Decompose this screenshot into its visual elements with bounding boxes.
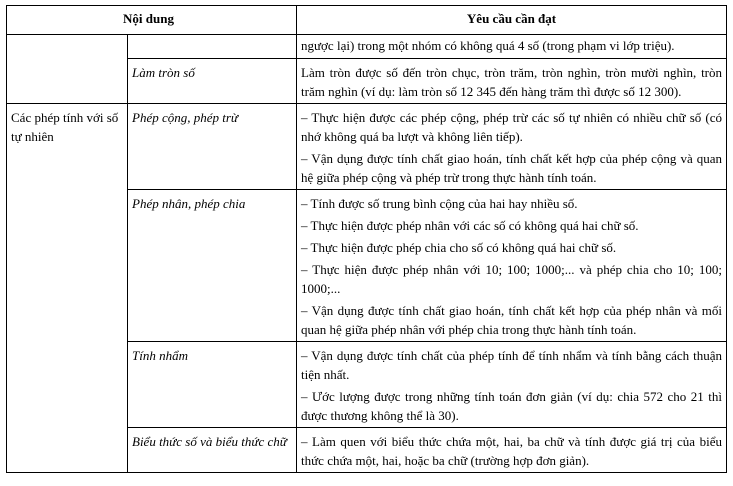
subtopic-expressions: Biểu thức số và biểu thức chữ [128, 428, 297, 473]
requirement-item: – Ước lượng được trong những tính toán đơn giản (ví dụ: chia 572 cho 21 thì được thương không thể là 30). [301, 389, 723, 423]
table-row [7, 104, 727, 190]
table-row [7, 35, 727, 59]
requirement-cell [297, 428, 727, 473]
requirement-item: – Thực hiện được các phép cộng, phép trừ các số tự nhiên có nhiều chữ số (có nhớ không quá ba lượt và không liên tiếp). [301, 110, 723, 144]
requirement-item: Làm tròn được số đến tròn chục, tròn trăm, tròn nghìn, tròn mười nghìn, tròn trăm nghìn (ví dụ: làm tròn số 12 345 đến hàng trăm thì được số 12 300). [301, 65, 723, 99]
requirement-item: – Vận dụng được tính chất giao hoán, tính chất kết hợp của phép nhân và mối quan hệ giữa phép nhân với phép chia trong thực hành tính toán. [301, 303, 723, 337]
category-cell-empty [7, 59, 128, 104]
requirement-item: – Vận dụng được tính chất của phép tính để tính nhẩm và tính bằng cách thuận tiện nhất. [301, 348, 723, 382]
curriculum-table [6, 5, 727, 473]
header-content: Nội dung [7, 6, 297, 35]
header-requirements: Yêu cầu cần đạt [297, 6, 727, 35]
category-cell-empty [7, 35, 128, 59]
requirement-item: – Làm quen với biểu thức chứa một, hai, ba chữ và tính được giá trị của biểu thức chứa một, hai, hoặc ba chữ (trường hợp đơn giản). [301, 434, 723, 468]
requirement-item: ngược lại) trong một nhóm có không quá 4 số (trong phạm vi lớp triệu). [301, 38, 675, 53]
requirement-cell [297, 104, 727, 190]
subtopic-rounding: Làm tròn số [128, 59, 297, 104]
requirement-item: – Thực hiện được phép chia cho số có không quá hai chữ số. [301, 240, 617, 255]
subtopic-cell-empty [128, 35, 297, 59]
requirement-item: – Vận dụng được tính chất giao hoán, tính chất kết hợp của phép cộng và quan hệ giữa phép cộng và phép trừ trong thực hành tính toán. [301, 151, 723, 185]
requirement-cell [297, 59, 727, 104]
requirement-cell [297, 342, 727, 428]
requirement-item: – Tính được số trung bình cộng của hai hay nhiều số. [301, 196, 578, 211]
subtopic-add-subtract: Phép cộng, phép trừ [128, 104, 297, 190]
subtopic-multiply-divide: Phép nhân, phép chia [128, 190, 297, 342]
requirement-item: – Thực hiện được phép nhân với 10; 100; 1000;... và phép chia cho 10; 100; 1000;... [301, 262, 723, 296]
requirement-item: – Thực hiện được phép nhân với các số có không quá hai chữ số. [301, 218, 639, 233]
table-row [7, 59, 727, 104]
requirement-cell [297, 35, 727, 59]
requirement-cell [297, 190, 727, 342]
table-header-row [7, 6, 727, 35]
subtopic-mental-math: Tính nhẩm [128, 342, 297, 428]
category-operations: Các phép tính với số tự nhiên [7, 104, 128, 473]
